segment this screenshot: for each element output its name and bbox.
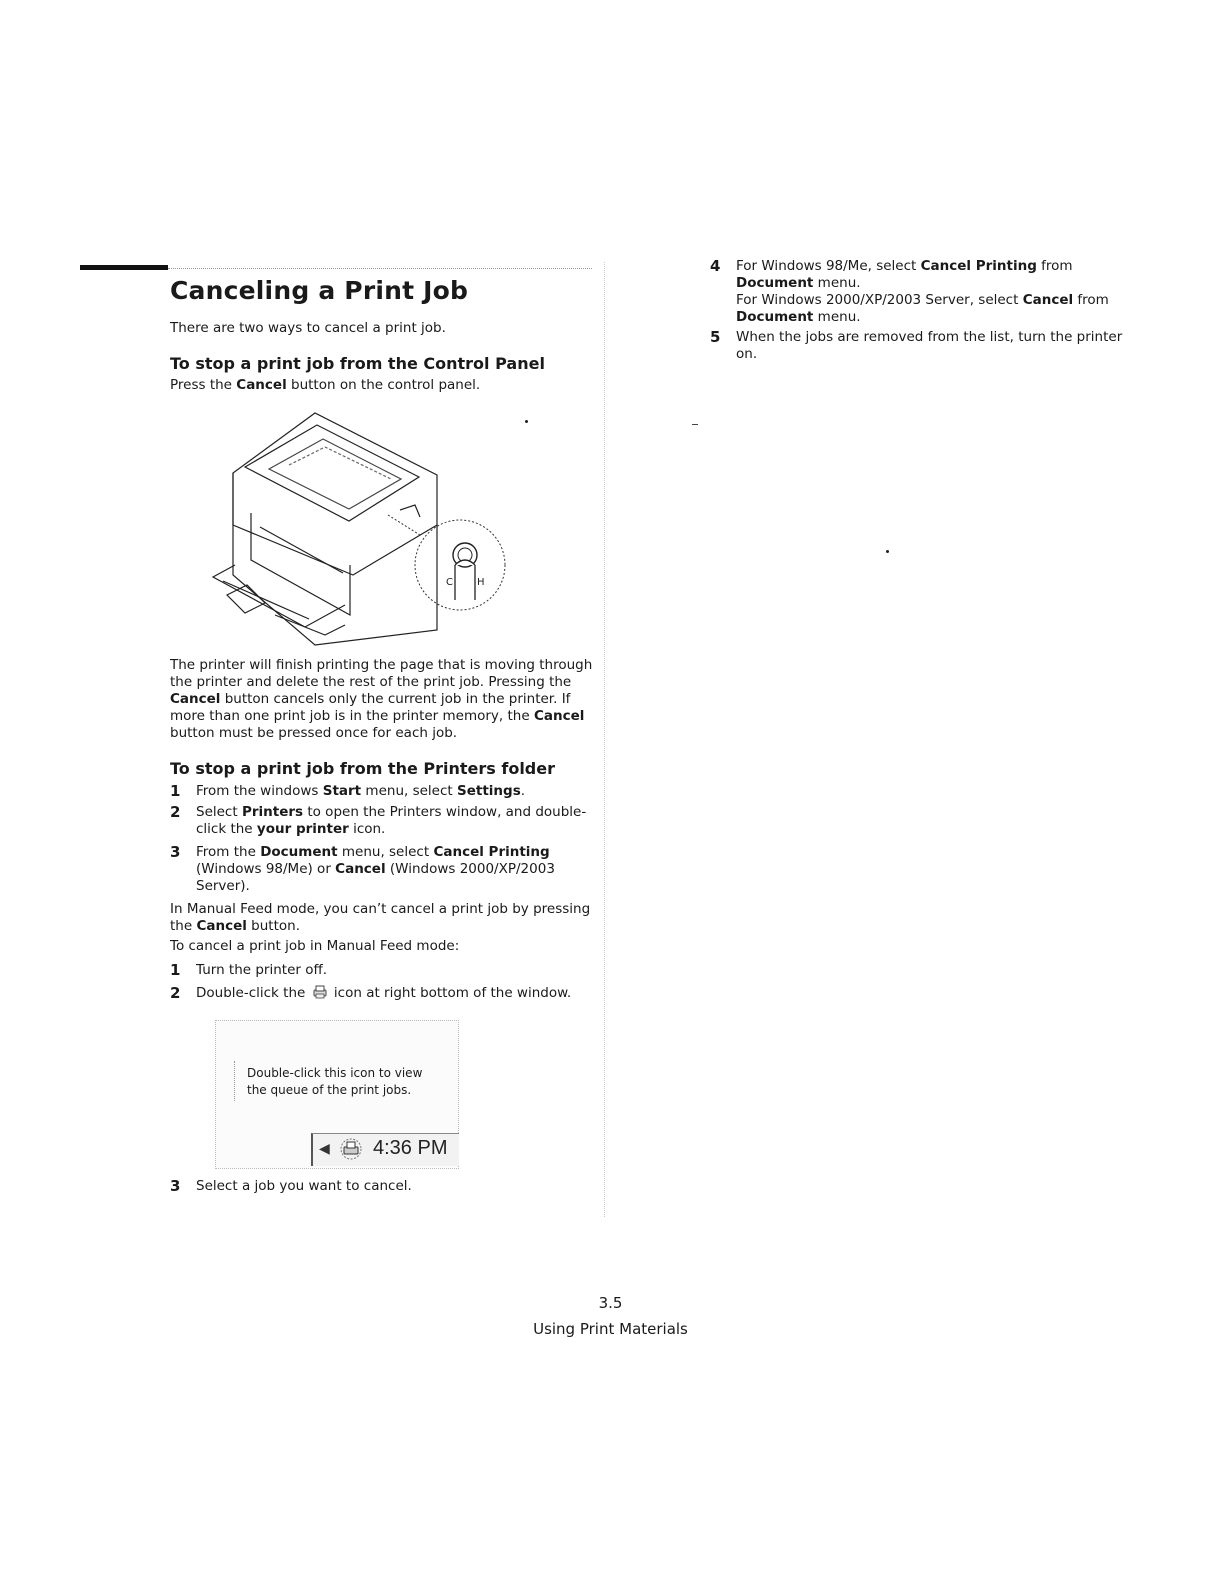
text-run: . [520,783,526,799]
print-queue-icon[interactable] [339,1138,363,1160]
text-run: menu, select [361,783,457,799]
manual-feed-note: In Manual Feed mode, you can’t cancel a print job by pressing the Cancel button. [170,901,591,934]
column-divider [604,262,605,1217]
scan-speck [692,424,698,425]
system-tray [311,1133,459,1166]
manual-step-2: 2 Double-click the icon at right bottom of the window. [170,984,572,1002]
step-line [196,821,586,838]
cancel-note: The printer will finish printing the page that is moving through the printer and delete the rest of the print job. Pressing the Cancel button cancels only the current job in the printer. If more than one print job is in the printer memory, the Cancel button must be pressed once for each job. [170,657,593,741]
text-run: icon. [348,820,386,837]
scan-speck [886,550,889,553]
page-number: 3.5 [598,1294,623,1312]
text-run: on. [736,346,758,362]
bold-term: Document [736,275,814,291]
text-run: Select [196,803,242,820]
callout-box [234,1061,440,1101]
control-panel-instruction: Press the Cancel button on the control panel. [170,377,481,393]
step-number: 5 [710,328,721,346]
step-text [196,783,525,800]
step-line [736,258,1109,275]
scan-speck [525,420,528,423]
text-run: menu. [813,309,861,325]
control-panel-heading: To stop a print job from the Control Panel [170,354,545,373]
step-text [736,258,1109,326]
text-run: From the windows [196,783,323,799]
bold-term: your printer [256,820,349,837]
text-run: click the [196,820,257,837]
step-line [736,275,1109,292]
text-run: From the [196,843,261,860]
intro-text: There are two ways to cancel a print job. [170,320,446,336]
manual-step-3: 3 Select a job you want to cancel. [170,1177,412,1195]
text-run: When the jobs are removed from the list, turn the printer [736,329,1123,345]
text-run: to open the Printers window, and double- [303,803,587,820]
text-run: from [1073,292,1109,308]
step-line [196,878,555,895]
step-number: 1 [170,782,181,800]
step-line [736,346,1122,363]
printer-illustration [205,405,525,650]
speaker-icon[interactable]: ◀ [319,1141,330,1157]
step-text [196,804,586,838]
step-number: 4 [710,257,721,275]
taskbar-screenshot [215,1020,459,1169]
text-run: For Windows 98/Me, select [736,258,921,274]
bold-term: Document [260,843,338,860]
text-run: Server). [196,877,250,894]
step-text [196,844,555,895]
step-line [196,844,555,861]
step-line [736,292,1109,309]
bold-term: Cancel Printing [920,258,1037,274]
taskbar-clock: 4:36 PM [373,1137,448,1159]
step-line [196,861,555,878]
text-run: For Windows 2000/XP/2003 Server, select [736,292,1023,308]
printer-tray-icon [312,985,328,999]
bold-term: Settings [457,783,521,799]
printers-folder-heading: To stop a print job from the Printers folder [170,759,555,778]
text-run: (Windows 2000/XP/2003 [385,860,555,877]
step-line [196,804,586,821]
bold-term: Cancel Printing [433,843,550,860]
bold-term: Start [322,783,362,799]
manual-step-1: 1 Turn the printer off. [170,961,328,979]
page-title: Canceling a Print Job [170,276,469,305]
step-number: 2 [170,802,181,821]
manual-feed-intro: To cancel a print job in Manual Feed mode: [170,938,460,954]
printer-body [213,413,437,645]
button-letter-left: C [446,577,453,588]
text-run: (Windows 98/Me) or [196,860,336,877]
step-number: 3 [170,842,181,861]
title-rule [168,268,592,269]
text-run: menu. [813,275,861,291]
step-line [736,309,1109,326]
chapter-name: Using Print Materials [533,1320,688,1338]
bold-term: Cancel [1022,292,1074,308]
step-text [736,329,1122,363]
title-accent-bar [80,265,168,270]
bold-term: Printers [241,803,304,820]
button-letter-right: H [477,577,485,588]
step-line [736,329,1122,346]
bold-term: Cancel [335,860,386,877]
text-run: from [1036,258,1073,274]
bold-term: Document [736,309,814,325]
step-line [196,783,525,800]
text-run: menu, select [337,843,434,860]
callout-text: Double-click this icon to view the queue of the print jobs. [247,1066,423,1097]
